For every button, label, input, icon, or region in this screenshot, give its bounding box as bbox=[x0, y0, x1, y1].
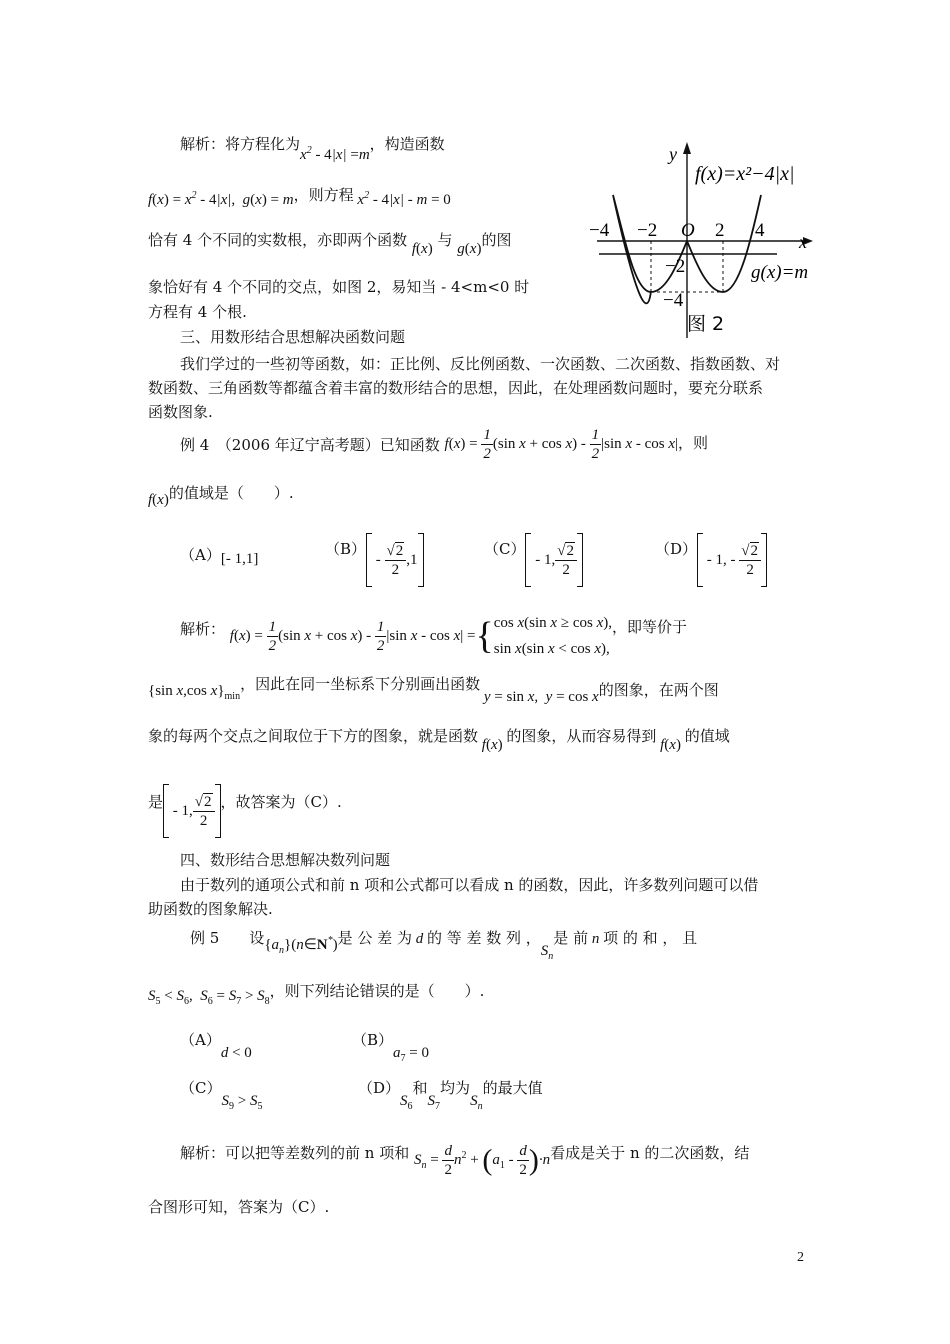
text: 恰有 4 个不同的实数根，亦即两个函数 bbox=[148, 231, 408, 249]
text: 是 前 bbox=[553, 929, 589, 947]
math-an: $\{a_n\}(n\in N^*)$ bbox=[264, 935, 338, 956]
text: ，即等价于 bbox=[612, 618, 688, 636]
para-solution-1 bbox=[180, 134, 445, 163]
text: 是 公 差 为 bbox=[337, 929, 412, 947]
text: 的图 bbox=[481, 231, 512, 249]
option-label: （C） bbox=[484, 540, 526, 558]
math-conditions: $S_5 < S_6$, $S_6 = S_7 > S_8$ bbox=[148, 988, 270, 1007]
option-label: （C） bbox=[180, 1079, 222, 1097]
g-label: g(x)=m bbox=[751, 262, 809, 283]
math-sn: $S_n$ bbox=[540, 943, 554, 962]
text: ，因此在同一坐标系下分别画出函数 bbox=[240, 675, 481, 693]
text: 解析：可以把等差数列的前 n 项和 bbox=[180, 1143, 410, 1162]
para-solution-2 bbox=[148, 186, 451, 210]
text: 解析： bbox=[180, 620, 226, 638]
tick-neg4: −4 bbox=[589, 220, 610, 241]
text: 项 的 和 ， 且 bbox=[603, 929, 698, 947]
text: 的 等 差 数 列 ， bbox=[426, 929, 541, 947]
option-d: （D） - 1, - $\frac{√2}{2}$ bbox=[655, 533, 767, 587]
option-5d: $(D)S_6$和$S_7$均为$S_n$的最大值 bbox=[358, 1079, 543, 1112]
tick-2: 2 bbox=[715, 220, 725, 241]
text: 的图象，在两个图 bbox=[598, 681, 719, 699]
solution-5 bbox=[180, 1142, 749, 1179]
option-label: （A） bbox=[180, 1031, 221, 1049]
example-4-question bbox=[148, 483, 294, 508]
y-label: y bbox=[669, 144, 677, 164]
solution-4-line-3 bbox=[148, 726, 730, 753]
math-cases: cos x(sin x ≥ cos x), sin x(sin x < cos x), bbox=[493, 615, 612, 657]
tick-y-neg4: −4 bbox=[663, 290, 684, 311]
math-f-def: $f(x) = x^2 - 4|x|$, g(x) = m bbox=[148, 190, 294, 208]
math-equation: $x^2 - 4|x| =m$ bbox=[300, 145, 370, 163]
page-number: 2 bbox=[797, 1250, 804, 1265]
solution-4-line-4: 是 - 1, $\frac{√2}{2}$ ，故答案为（C）. bbox=[148, 784, 342, 838]
frac: $\frac{1}{2}$ bbox=[483, 427, 491, 462]
section-3-para-2: 数函数、三角函数等都蕴含着丰富的数形结合的思想，因此，在处理函数问题时，要充分联系 bbox=[148, 379, 764, 397]
para-solution-3 bbox=[148, 230, 512, 257]
math-fx: f(x) bbox=[411, 241, 433, 257]
text: ，则方程 bbox=[293, 186, 354, 204]
option-value: [- 1,1] bbox=[220, 551, 259, 567]
section-3-para-3: 函数图象. bbox=[148, 403, 213, 421]
option-label: （B） bbox=[325, 540, 367, 558]
example-5-line-2 bbox=[148, 982, 485, 1007]
section-4-heading: 四、数形结合思想解决数列问题 bbox=[180, 851, 391, 869]
math-fx: f(x) bbox=[148, 492, 169, 508]
section-3-heading: 三、用数形结合思想解决函数问题 bbox=[180, 328, 406, 346]
example-4 bbox=[180, 426, 708, 463]
math-sn-formula: $S_n$ = $\frac{d}{2}$ $n^2 + (a_1$ - $\frac{d}{2}$ )·n bbox=[413, 1143, 551, 1178]
para-solution-4: 象恰好有 4 个不同的交点，如图 2，易知当 - 4<m<0 时 bbox=[148, 278, 530, 296]
text: 与 bbox=[437, 231, 453, 249]
text: 的最大值 bbox=[482, 1079, 543, 1097]
frac: $\frac{1}{2}$ bbox=[591, 427, 600, 462]
origin-label: O bbox=[681, 220, 695, 241]
f-label: f(x)=x²−4|x| bbox=[695, 163, 795, 185]
option-label: （B） bbox=[352, 1031, 394, 1049]
figure-caption: 图 2 bbox=[687, 313, 725, 335]
text: 的图象，从而容易得到 bbox=[506, 727, 657, 745]
option-label: （A） bbox=[180, 546, 221, 564]
option-label: （D） bbox=[358, 1079, 401, 1097]
figure-2 bbox=[585, 140, 845, 340]
text: ，则下列结论错误的是（ ）. bbox=[269, 982, 485, 1000]
tick-y-neg2: −2 bbox=[665, 256, 686, 277]
text: 解析：将方程化为 bbox=[180, 135, 301, 153]
text: ，故答案为（C）. bbox=[220, 793, 342, 811]
option-b: （B） - $\frac{√2}{2}$ ,1 bbox=[325, 533, 424, 587]
text: 是 bbox=[148, 793, 164, 811]
math-y-sin: y = sin x, y = cos x bbox=[480, 689, 599, 705]
text: 看成是关于 n 的二次函数，结 bbox=[550, 1143, 750, 1162]
tick-neg2: −2 bbox=[637, 220, 658, 241]
section-4-para-2: 助函数的图象解决. bbox=[148, 900, 273, 918]
option-5b: $(B)a_7 = 0$ bbox=[352, 1031, 429, 1064]
section-4-para-1: 由于数列的通项公式和前 n 项和公式都可以看成 n 的函数，因此，许多数列问题可以借 bbox=[180, 876, 759, 894]
math-min: {sin x,cos $x\}_{min}$ bbox=[148, 683, 241, 702]
para-solution-5: 方程有 4 个根. bbox=[148, 303, 247, 321]
math-equation-2: $x^2 - 4|x| - m = 0$ bbox=[353, 190, 451, 208]
solution-4: 解析： f(x) = $\frac{1}{2}$ (sin x + cos x) - $\frac{1}{2}$ |sin x - cos x| ={cos x(sin x ≥ cos x), sin x(sin x < cos x),，即等价于 bbox=[180, 610, 687, 662]
math-sol4: f(x) = $\frac{1}{2}$ (sin x + cos x) - $\frac{1}{2}$ |sin x - cos x| = bbox=[229, 619, 476, 655]
example-5: 例 5 设$\{a_n\}(n\in N^*)$是 公 差 为 d 的 等 差 数 列 ，$S_n$是 前 n 项 的 和 ， 且 bbox=[190, 929, 698, 962]
option-c: （C） - 1, $\frac{√2}{2}$ bbox=[484, 533, 583, 587]
text: 象的每两个交点之间取位于下方的图象，就是函数 bbox=[148, 727, 479, 745]
text: 均为 bbox=[440, 1079, 471, 1097]
text: 的值域是（ ）. bbox=[168, 484, 294, 502]
tick-4: 4 bbox=[755, 220, 765, 241]
option-5a: （A）d < 0 bbox=[180, 1031, 252, 1061]
math-fx: f(x) bbox=[478, 737, 503, 753]
option-a bbox=[180, 545, 258, 566]
text: 和 bbox=[412, 1079, 428, 1097]
option-5c: $(C)S_9 > S_5$ bbox=[180, 1079, 263, 1112]
text: ，则 bbox=[678, 433, 709, 452]
math-fx: f(x) bbox=[656, 737, 681, 753]
option-label: （D） bbox=[655, 540, 698, 558]
text: 的值域 bbox=[684, 727, 730, 745]
text: 例 4 （2006 年辽宁高考题）已知函数 bbox=[180, 435, 440, 454]
math-gx: g(x) bbox=[457, 241, 482, 257]
solution-5-line-2: 合图形可知，答案为（C）. bbox=[148, 1198, 330, 1216]
x-label: x bbox=[799, 232, 807, 252]
text: 例 5 设 bbox=[190, 929, 265, 947]
math-ex4-function: f(x) = $\frac{1}{2}$ (sin x + cos x) - $\frac{1}{2}$ |sin x - cos x| bbox=[444, 427, 679, 462]
x-axis bbox=[597, 237, 813, 245]
text: ，构造函数 bbox=[369, 135, 445, 153]
section-3-para-1: 我们学过的一些初等函数，如：正比例、反比例函数、一次函数、二次函数、指数函数、对 bbox=[180, 355, 781, 373]
solution-4-line-2 bbox=[148, 675, 719, 705]
